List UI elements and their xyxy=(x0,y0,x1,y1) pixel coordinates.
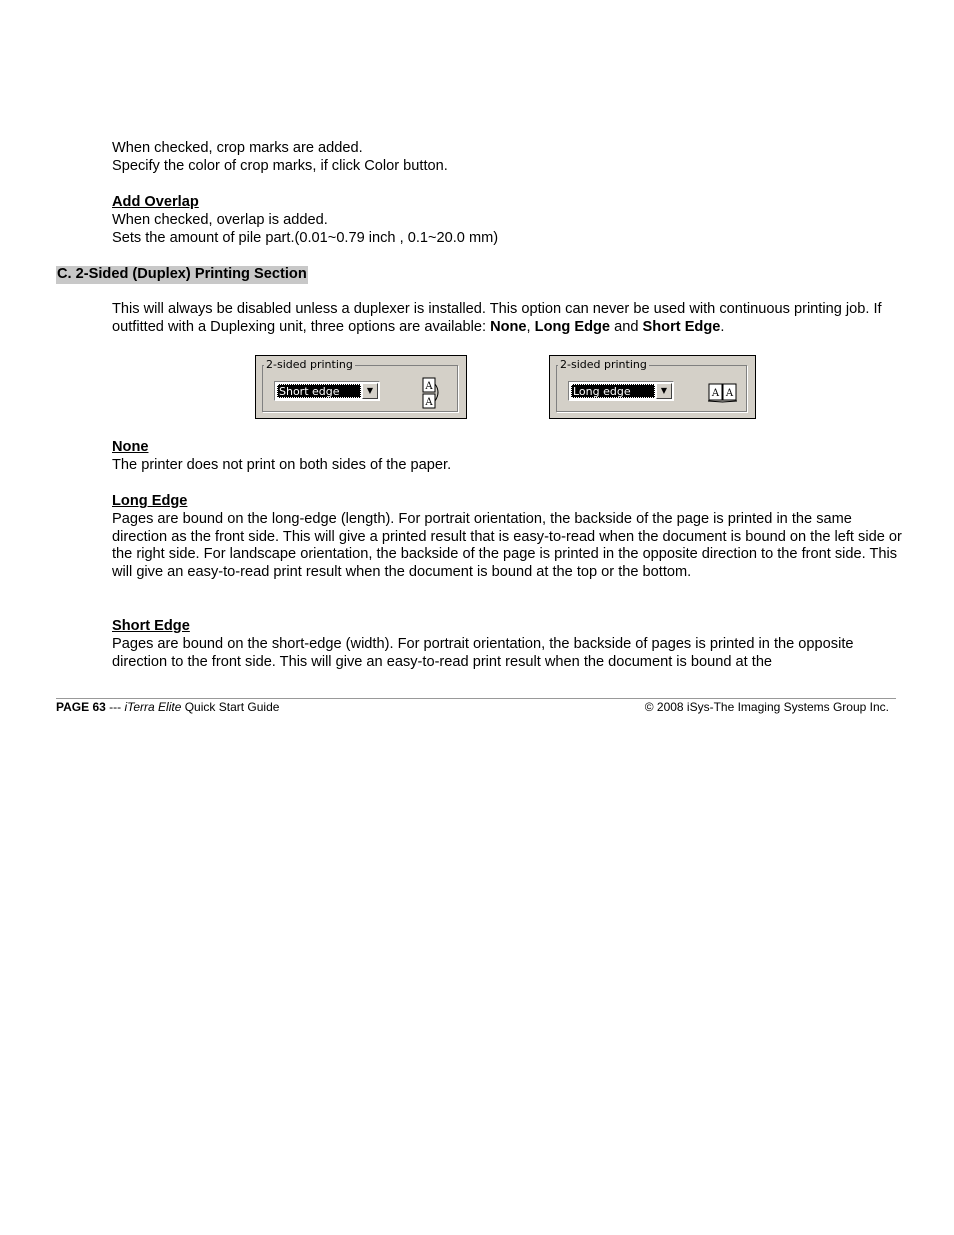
footer-page-info xyxy=(56,700,279,715)
crop-marks-line-1: When checked, crop marks are added. xyxy=(112,140,363,156)
add-overlap-section xyxy=(112,194,902,247)
svg-text:A: A xyxy=(711,388,720,399)
long-edge-book-icon xyxy=(707,382,739,404)
group-legend: 2-sided printing xyxy=(266,358,353,371)
footer-rule xyxy=(56,698,896,699)
long-edge-section xyxy=(112,493,902,582)
crop-marks-text xyxy=(112,140,902,176)
short-edge-flip-icon xyxy=(420,376,442,410)
add-overlap-line-1: When checked, overlap is added. xyxy=(112,211,328,228)
duplex-intro-paragraph xyxy=(112,301,902,337)
duplex-select-value: Long edge xyxy=(571,384,655,398)
duplex-select-short-edge[interactable] xyxy=(274,381,380,401)
none-heading: None xyxy=(112,439,149,455)
short-edge-body: Pages are bound on the short-edge (width). For portrait orientation, the backside of pages is printed in the opposite direction to the front side. This will give an easy-to-read print result when the document is bound at the xyxy=(112,635,854,670)
option-none-bold: None xyxy=(490,318,527,335)
option-short-edge-bold: Short Edge xyxy=(642,318,721,335)
footer-guide: Quick Start Guide xyxy=(181,700,280,714)
duplex-select-value: Short edge xyxy=(277,384,361,398)
option-long-edge-bold: Long Edge xyxy=(534,318,611,335)
duplex-dialog-long-edge xyxy=(549,355,756,419)
none-section xyxy=(112,439,902,475)
duplex-select-long-edge[interactable] xyxy=(568,381,674,401)
footer-product: iTerra Elite xyxy=(124,700,182,714)
section-title: C. 2-Sided (Duplex) Printing Section xyxy=(57,266,307,282)
svg-text:A: A xyxy=(425,397,433,408)
footer-copyright: © 2008 iSys-The Imaging Systems Group Inc. xyxy=(644,700,889,714)
intro-sep-2: and xyxy=(610,318,643,335)
add-overlap-line-2: Sets the amount of pile part.(0.01~0.79 inch , 0.1~20.0 mm) xyxy=(112,229,499,246)
intro-end: . xyxy=(720,318,725,335)
intro-text: This will always be disabled unless a duplexer is installed. This option can never be used with continuous printing job. If outfitted with a Duplexing unit, three options are available: xyxy=(112,301,882,335)
none-body: The printer does not print on both sides of the paper. xyxy=(112,456,452,473)
short-edge-heading: Short Edge xyxy=(112,618,190,634)
add-overlap-heading: Add Overlap xyxy=(112,194,199,210)
chevron-down-icon[interactable]: ▼ xyxy=(362,383,378,399)
svg-text:A: A xyxy=(725,388,734,399)
footer-page-number: PAGE 63 xyxy=(56,700,106,714)
duplex-dialog-short-edge xyxy=(255,355,467,419)
long-edge-heading: Long Edge xyxy=(112,493,188,509)
long-edge-body: Pages are bound on the long-edge (length). For portrait orientation, the backside of the page is printed in the same direction as the front side. This will give a printed result that is easy-to-read when the document is bound on the left side or the right side. For landscape orientation, the backside of the page is printed in the opposite direction to the front side. This will give an easy-to-read print result when the document is bound at the top or the bottom. xyxy=(112,510,902,581)
intro-sep-1: , xyxy=(526,318,535,335)
chevron-down-icon[interactable]: ▼ xyxy=(656,383,672,399)
short-edge-section xyxy=(112,618,902,671)
svg-text:A: A xyxy=(425,381,433,392)
crop-marks-line-2: Specify the color of crop marks, if click Color button. xyxy=(112,157,448,174)
footer-dashes: --- xyxy=(105,700,125,714)
group-legend: 2-sided printing xyxy=(560,358,647,371)
